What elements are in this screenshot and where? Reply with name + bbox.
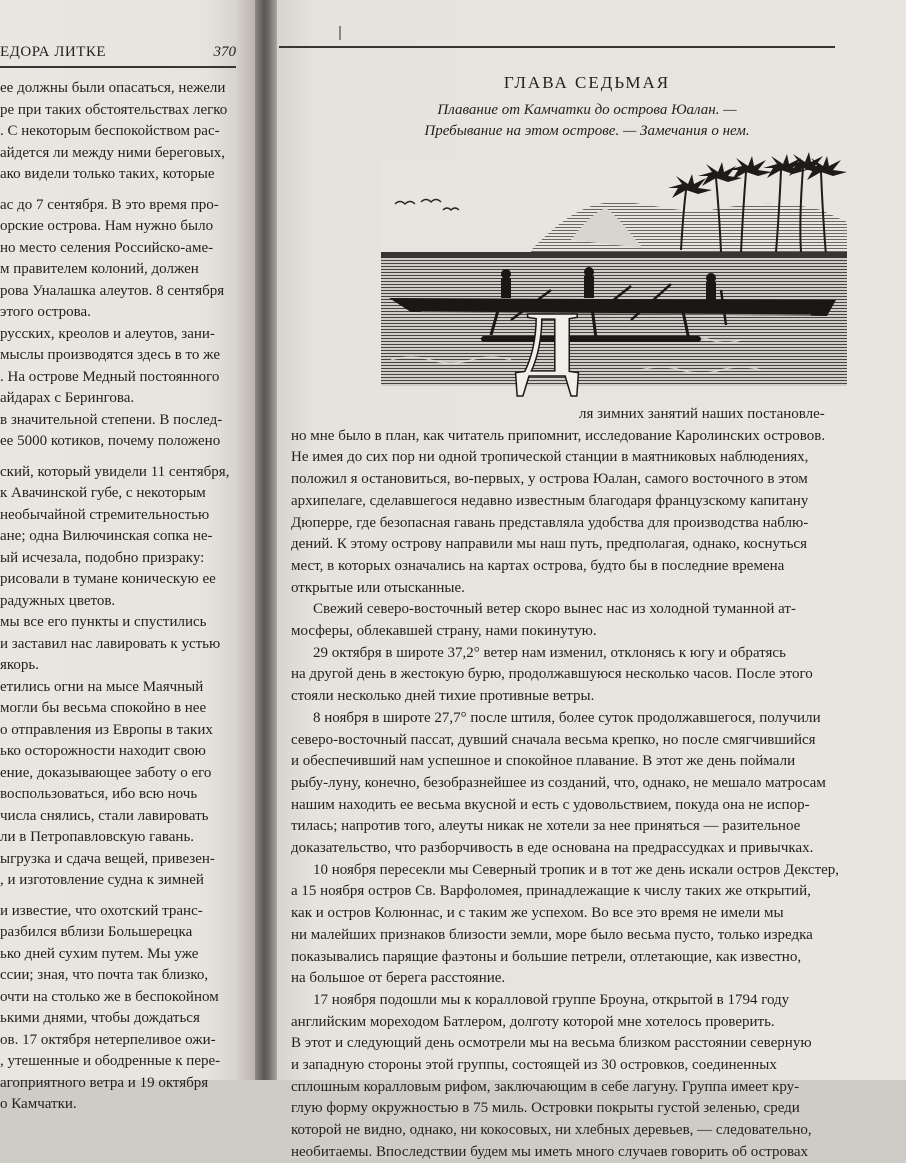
text-line: и обеспечивший нам успешное и спокойное плавание. В этот же день поймали — [291, 753, 796, 770]
text-line: архипелаге, сделавшегося недавно известным благодаря французскому капитану — [291, 492, 809, 509]
left-page — [0, 0, 255, 1112]
chapter-body-text — [277, 0, 906, 1160]
text-line: ссии; зная, что почта так близко, — [0, 967, 209, 983]
text-line: . С некоторым беспокойством рас- — [0, 123, 220, 139]
text-line: ни малейших признаков близости земли, море было весьма пусто, только изредка — [291, 926, 813, 943]
text-line: очти на столько же в беспокойном — [0, 988, 219, 1005]
text-line: 29 октября в широте 37,2° ветер нам изменил, отклонясь к югу и обратясь — [313, 644, 786, 661]
text-line: доказательство, что разборчивость в еде основана на предрассудках и привычках. — [291, 840, 814, 856]
text-line: Не имея до сих пор ни одной тропической станции в маятниковых наблюдениях, — [291, 449, 809, 466]
text-line: но место селения Российско-аме- — [0, 239, 214, 256]
text-line: 17 ноября подошли мы к коралловой группе Броуна, открытой в 1794 году — [313, 991, 790, 1008]
text-line: русских, креолов и алеутов, зани- — [0, 325, 215, 342]
text-line: тилась; напротив того, алеуты никак не хотели за нее приняться — разительное — [291, 818, 801, 835]
text-line: , и изготовление судна к зимней — [0, 872, 204, 888]
text-line: на большое от берега расстояние. — [291, 970, 506, 987]
text-line: сплошным коралловым рифом, заключающим в себе лагуну. Группа имеет кру- — [291, 1078, 800, 1095]
text-line: рисовали в тумане коническую ее — [0, 571, 216, 587]
text-line: нашим находить ее весьма вкусной и есть с удовольствием, покуда она не испор- — [291, 796, 810, 813]
left-page-text — [0, 78, 250, 1116]
text-line — [0, 453, 250, 462]
text-line: воспользоваться, ибо всю ночь — [0, 786, 198, 802]
text-line: числа снялись, стали лавировать — [0, 807, 209, 824]
text-line: , утешенные и ободренные к пере- — [0, 1053, 221, 1069]
text-line: глую форму окружностью в 75 миль. Островки покрыты густой зеленью, среди — [291, 1100, 800, 1117]
text-line — [0, 186, 250, 195]
text-line: рова Уналашка алеутов. 8 сентября — [0, 282, 225, 299]
text-line: мест, в которых означались на картах острова, будто бы в последние времена — [291, 557, 785, 574]
running-head-author: ЕДОРА ЛИТКЕ — [0, 44, 107, 60]
text-line: мосферы, облекавшей страну, нами покинутую. — [291, 623, 597, 639]
text-line: ов. 17 октября нетерпеливое ожи- — [0, 1031, 216, 1048]
text-line: ько дней сухим путем. Мы уже — [0, 945, 199, 962]
text-line: в значительной степени. В послед- — [0, 411, 223, 428]
text-line: которой не видно, однако, ни кокосовых, ни хлебных деревьев, — следовательно, — [291, 1122, 812, 1139]
text-line: могли бы весьма спокойно в нее — [0, 700, 207, 716]
text-line: м правителем колоний, должен — [0, 261, 199, 277]
text-line: открытые или отысканные. — [291, 579, 465, 596]
text-line: ля зимних занятий наших постановле- — [579, 406, 825, 422]
text-line — [0, 892, 250, 901]
text-line: ский, который увидели 11 сентября, — [0, 463, 230, 480]
text-line: разбился вблизи Большерецка — [0, 924, 193, 940]
text-line: северо-восточный пассат, дувший сначала весьма крепко, но после смягчившийся — [291, 731, 816, 748]
text-line: как и остров Колюннас, и с таким же успехом. Во все это время не имели мы — [291, 905, 784, 922]
text-line: стояли несколько дней тихие противные ветры. — [291, 688, 595, 705]
text-line: Дюперре, где безопасная гавань представляла удобства для производства наблю- — [291, 514, 809, 531]
text-line: ас до 7 сентября. В это время про- — [0, 196, 219, 213]
text-line: но мне было в план, как читатель припомнит, исследование Каролинских островов. — [291, 427, 826, 444]
text-line: ыгрузка и сдача вещей, привезен- — [0, 850, 215, 867]
text-line: о Камчатки. — [0, 1096, 77, 1112]
text-line: мы все его пункты и спустились — [0, 614, 207, 630]
text-line: В этот и следующий день осмотрели мы на весьма близком расстоянии северную — [291, 1035, 812, 1052]
text-line: агоприятного ветра и 19 октября — [0, 1074, 209, 1091]
header-rule — [0, 66, 236, 68]
chapter-title: ГЛАВА СЕДЬМАЯ — [503, 73, 671, 92]
text-line: якорь. — [0, 657, 40, 673]
text-line: и западную стороны этой группы, состоящей из 30 островков, соединенных — [291, 1057, 777, 1073]
text-line: необычайной стремительностью — [0, 506, 210, 523]
text-line: и заставил нас лавировать к устью — [0, 635, 221, 652]
subtitle-line: Плавание от Камчатки до острова Юалан. — — [437, 102, 737, 118]
text-line: ение, доказывающее заботу о его — [0, 764, 212, 781]
text-line: а 15 ноября остров Св. Варфоломея, принадлежащие к числу таких же открытий, — [291, 883, 811, 900]
text-line: айдарах с Берингова. — [0, 390, 135, 406]
text-line: ько осторожности находит свою — [0, 743, 206, 759]
text-line: рыбу-луну, конечно, безобразнейшее из созданий, что, однако, не мешало матросам — [291, 774, 826, 791]
text-line: радужных цветов. — [0, 592, 116, 609]
text-line: айдется ли между ними береговых, — [0, 144, 225, 161]
text-line: ее должны были опасаться, нежели — [0, 80, 226, 96]
right-page — [277, 0, 906, 1160]
text-line: ее 5000 котиков, почему положено — [0, 433, 221, 449]
text-line: этого острова. — [0, 304, 91, 320]
drop-cap: Д — [515, 293, 580, 397]
text-line: 8 ноября в широте 27,7° после штиля, более суток продолжавшегося, получили — [313, 709, 821, 726]
text-line: на другой день в жестокую бурю, продолжавшуюся несколько часов. После этого — [291, 666, 813, 683]
text-line: дений. К этому острову направили мы наш путь, предполагая, однако, коснуться — [291, 536, 807, 553]
text-line: ако видели только таких, которые — [0, 166, 215, 182]
text-line: показывались парящие фаэтоны и большие петрели, отлетающие, как известно, — [291, 948, 802, 965]
text-line: Свежий северо-восточный ветер скоро вынес нас из холодной туманной ат- — [313, 601, 796, 618]
text-line: ли в Петропавловскую гавань. — [0, 829, 195, 845]
text-line: ый исчезала, подобно призраку: — [0, 549, 205, 566]
text-line: ькими днями, чтобы дождаться — [0, 1010, 200, 1026]
running-head — [0, 40, 236, 64]
text-line: о отправления из Европы в таких — [0, 721, 213, 738]
text-line: . На острове Медный постоянного — [0, 368, 220, 385]
text-line: ане; одна Вилючинская сопка не- — [0, 528, 213, 544]
text-line: к Авачинской губе, с некоторым — [0, 485, 206, 501]
text-line: мыслы производятся здесь в то же — [0, 347, 220, 363]
text-line: и известие, что охотский транс- — [0, 902, 203, 919]
text-line: орские острова. Нам нужно было — [0, 218, 214, 234]
page-number: 370 — [213, 44, 236, 60]
book-gutter — [255, 0, 277, 1080]
text-line: положил я остановиться, во-первых, у острова Юалан, самого восточного в этом — [291, 471, 808, 488]
text-line: 10 ноября пересекли мы Северный тропик и в тот же день искали остров Декстер, — [313, 861, 840, 878]
text-line: необитаемы. Впоследствии будем мы иметь много случаев говорить об островах — [291, 1143, 809, 1160]
text-line: етились огни на мысе Маячный — [0, 678, 204, 695]
subtitle-line: Пребывание на этом острове. — Замечания о нем. — [424, 123, 750, 139]
text-line: ре при таких обстоятельствах легко — [0, 101, 228, 118]
text-line: английским мореходом Батлером, долготу которой мне хотелось проверить. — [291, 1013, 775, 1030]
